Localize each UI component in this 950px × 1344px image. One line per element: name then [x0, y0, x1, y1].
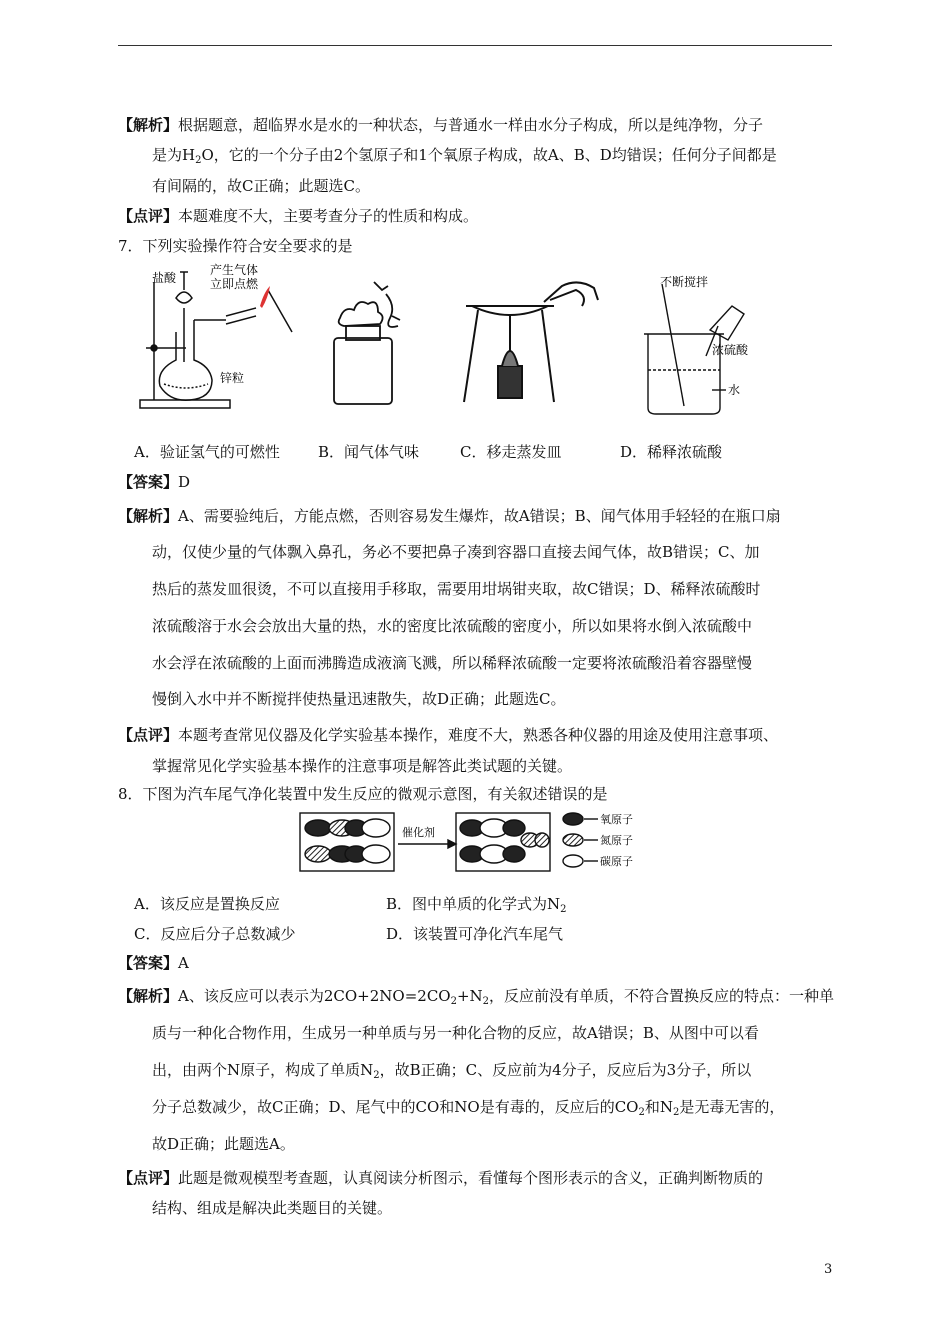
- q7-answer: 【答案】D: [118, 473, 191, 491]
- q6-analysis-line-1: 【解析】根据题意，超临界水是水的一种状态，与普通水一样由水分子构成，所以是纯净物，分子: [118, 116, 764, 134]
- legend-carbon: 碳原子: [600, 855, 633, 868]
- q8-option-d: D．该装置可净化汽车尾气: [386, 925, 564, 943]
- q8-option-c: C．反应后分子总数减少: [134, 925, 296, 943]
- label-acid: 浓硫酸: [712, 343, 749, 357]
- q7-option-a: A．验证氢气的可燃性: [134, 443, 280, 461]
- q7-option-c: C．移走蒸发皿: [460, 443, 562, 461]
- figure-smell-gas: [326, 276, 416, 408]
- label-zinc: 锌粒: [220, 371, 245, 385]
- q6-analysis-line-2: 是为$H_2O$，它的一个分子由2个氢原子和1个氧原子构成，故A、B、D均错误；任何分子间都是: [152, 146, 777, 166]
- header-rule: [118, 45, 832, 46]
- page-number: 3: [824, 1262, 833, 1277]
- q8-stem: 8．下图为汽车尾气净化装置中发生反应的微观示意图，有关叙述错误的是: [118, 785, 608, 803]
- q7-analysis-line-2: 动，仅使少量的气体飘入鼻孔，务必不要把鼻子凑到容器口直接去闻气体，故B错误；C、加: [152, 543, 760, 561]
- label-catalyst: 催化剂: [402, 826, 435, 839]
- label-stir: 不断搅拌: [660, 275, 709, 289]
- q6-analysis-line-3: 有间隔的，故C正确；此题选C。: [152, 177, 370, 195]
- q8-analysis-line-1: 【解析】A、该反应可以表示为$2CO+2NO=2CO_2+N_2$，反应前没有单质，不符合置换反应的特点：一种单: [118, 987, 835, 1007]
- q7-stem: 7．下列实验操作符合安全要求的是: [118, 237, 353, 255]
- label-water: 水: [728, 383, 741, 397]
- q8-analysis-line-2: 质与一种化合物作用，生成另一种单质与另一种化合物的反应，故A错误；B、从图中可以看: [152, 1024, 759, 1042]
- q8-analysis-line-3: 出，由两个N原子，构成了单质$N_2$，故B正确；C、反应前为4分子，反应后为3分子，所以: [152, 1061, 752, 1081]
- legend-oxygen: 氧原子: [600, 813, 633, 826]
- q7-option-d: D．稀释浓硫酸: [620, 443, 723, 461]
- q7-option-b: B．闻气体气味: [318, 443, 420, 461]
- q8-analysis-line-5: 故D正确；此题选A。: [152, 1135, 295, 1153]
- q8-analysis-line-4: 分子总数减少，故C正确；D、尾气中的CO和NO是有毒的，反应后的$CO_2$和$N_2$是无毒无害的，: [152, 1098, 785, 1118]
- q6-comment: 【点评】本题难度不大，主要考查分子的性质和构成。: [118, 207, 479, 225]
- q8-option-b: B．图中单质的化学式为$N_2$: [386, 895, 567, 915]
- q8-answer: 【答案】A: [118, 954, 189, 972]
- q7-comment-line-2: 掌握常见化学实验基本操作的注意事项是解答此类试题的关键。: [152, 757, 573, 775]
- figure-evaporating-dish: [458, 276, 608, 408]
- legend-nitrogen: 氮原子: [600, 834, 633, 847]
- q8-comment-line-2: 结构、组成是解决此类题目的关键。: [152, 1199, 393, 1217]
- figure-reaction-micro: [298, 810, 658, 874]
- figure-dilute-acid: [632, 270, 752, 418]
- label-gas-2: 立即点燃: [210, 277, 259, 291]
- q7-analysis-line-5: 水会浮在浓硫酸的上面而沸腾造成液滴飞溅，所以稀释浓硫酸一定要将浓硫酸沿着容器壁慢: [152, 654, 753, 672]
- q7-analysis-line-1: 【解析】A、需要验纯后，方能点燃，否则容易发生爆炸，故A错误；B、闻气体用手轻轻的在瓶口扇: [118, 507, 781, 525]
- q8-option-a: A．该反应是置换反应: [134, 895, 280, 913]
- label-gas-1: 产生气体: [210, 263, 259, 277]
- label-hcl: 盐酸: [152, 271, 177, 285]
- q7-analysis-line-3: 热后的蒸发皿很烫，不可以直接用手移取，需要用坩埚钳夹取，故C错误；D、稀释浓硫酸时: [152, 580, 761, 598]
- q7-comment-line-1: 【点评】本题考查常见仪器及化学实验基本操作，难度不大，熟悉各种仪器的用途及使用注意事项、: [118, 726, 779, 744]
- q8-comment-line-1: 【点评】此题是微观模型考查题，认真阅读分析图示，看懂每个图形表示的含义，正确判断物质的: [118, 1169, 764, 1187]
- q7-analysis-line-4: 浓硫酸溶于水会会放出大量的热，水的密度比浓硫酸的密度小，所以如果将水倒入浓硫酸中: [152, 617, 753, 635]
- q7-analysis-line-6: 慢倒入水中并不断搅拌使热量迅速散失，故D正确；此题选C。: [152, 690, 566, 708]
- figure-hydrogen-apparatus: [136, 262, 306, 412]
